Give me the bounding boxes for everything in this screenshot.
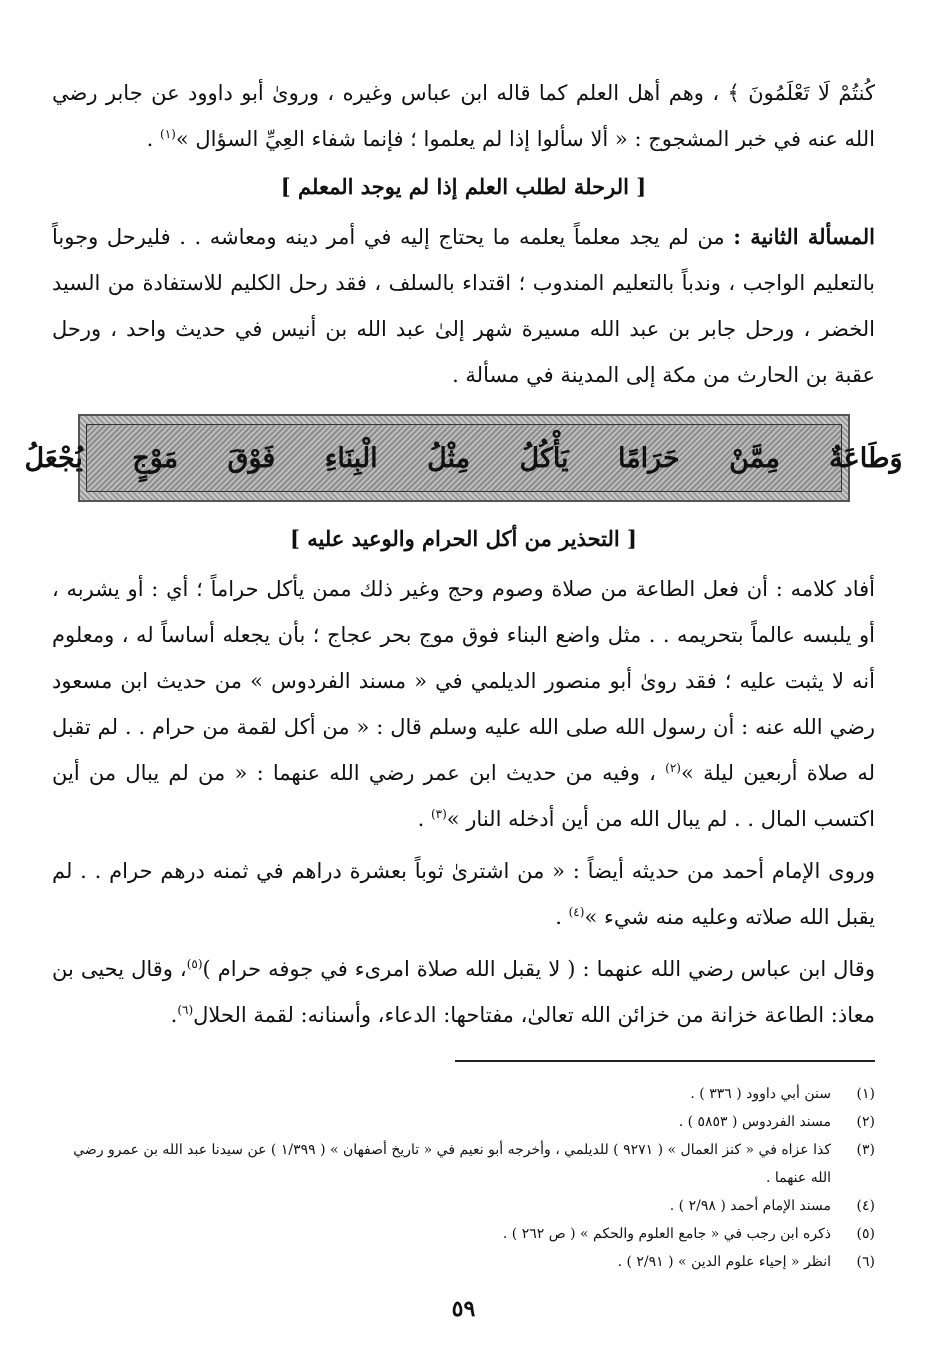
footnote-item (52, 1108, 875, 1136)
footnote-ref-3[interactable]: (٣) (430, 807, 447, 821)
paragraph-4-text: وروى الإمام أحمد من حديثه أيضاً : « من اشترىٰ ثوباً بعشرة دراهم في ثمنه درهم حرام . . لم يقبل الله صلاته وعليه منه شيء » (52, 859, 875, 929)
footnote-text: كذا عزاه في « كنز العمال » ( ٩٢٧١ ) للديلمي ، وأخرجه أبو نعيم في « تاريخ أصفهان » ( ١/٣٩٩ ) عن سيدنا عبد الله بن عمرو رضي الله عنهما . (73, 1142, 831, 1186)
paragraph-3 (52, 566, 875, 842)
section-heading-travel: [ الرحلة لطلب العلم إذا لم يوجد المعلم ] (280, 174, 647, 199)
footnote-number: (١) (856, 1086, 875, 1102)
paragraph-3-mid: ، وفيه من حديث ابن عمر رضي الله عنهما : « من لم يبال من أين اكتسب المال . . لم يبال الله من أين أدخله النار » (52, 761, 875, 831)
footnote-text: مسند الفردوس ( ٥٨٥٣ ) . (678, 1114, 831, 1130)
footnote-separator (455, 1060, 875, 1062)
paragraph-4-end: . (555, 905, 569, 929)
paragraph-5-text: وقال ابن عباس رضي الله عنهما : ( لا يقبل الله صلاة امرىء في جوفه حرام ) (202, 957, 875, 981)
footnote-text: ذكره ابن رجب في « جامع العلوم والحكم » ( ص ٢٦٢ ) . (502, 1226, 831, 1242)
footnote-ref-1[interactable]: (١) (160, 127, 176, 141)
footnote-ref-4[interactable]: (٤) (568, 905, 585, 919)
page-number: ٥٩ (451, 1296, 476, 1322)
paragraph-1 (52, 70, 875, 162)
footnote-item (52, 1220, 875, 1248)
paragraph-3-text: أفاد كلامه : أن فعل الطاعة من صلاة وصوم وحج وغير ذلك ممن يأكل حراماً ؛ أي : أو يشربه ، أو يلبسه عالماً بتحريمه . . مثل واضع البناء فوق موج بحر عجاج ؛ بأن يجعله أساساً له ، ومعلوم أنه لا يثبت عليه ؛ فقد روىٰ أبو منصور الديلمي في « مسند الفردوس » من حديث ابن مسعود رضي الله عنه : أن رسول الله صلى الله عليه وسلم قال : « من أكل لقمة من حرام . . لم تقبل له صلاة أربعين ليلة » (52, 577, 875, 785)
footnote-item (52, 1080, 875, 1108)
section-heading-warning: [ التحذير من أكل الحرام والوعيد عليه ] (289, 526, 637, 551)
footnote-text: انظر « إحياء علوم الدين » ( ٢/٩١ ) . (617, 1254, 831, 1270)
footnote-number: (٥) (856, 1226, 875, 1242)
paragraph-1-end: . (146, 127, 161, 151)
footnote-item (52, 1248, 875, 1276)
footnote-item (52, 1192, 875, 1220)
footnote-text: مسند الإمام أحمد ( ٢/٩٨ ) . (669, 1198, 831, 1214)
issue-label: المسألة الثانية : (733, 224, 876, 249)
footnotes (52, 1080, 875, 1276)
footnote-number: (٦) (856, 1254, 875, 1270)
paragraph-2-text: من لم يجد معلماً يعلمه ما يحتاج إليه في أمر دينه ومعاشه . . فليرحل وجوباً بالتعليم الواجب ، وندباً بالتعليم المندوب ؛ اقتداء بالسلف ، فقد رحل الكليم للاستفادة من السيد الخضر ، ورحل جابر بن عبد الله مسيرة شهر إلىٰ عبد الله بن أنيس في حديث واحد ، ورحل عقبة بن الحارث من مكة إلى المدينة في مسألة . (52, 225, 875, 387)
footnote-number: (٤) (856, 1198, 875, 1214)
paragraph-3-end: . (417, 807, 431, 831)
footnote-ref-5[interactable]: (٥) (186, 957, 203, 971)
verse-frame (24, 414, 903, 502)
paragraph-2 (52, 214, 875, 398)
footnote-text: سنن أبي داوود ( ٣٣٦ ) . (690, 1086, 831, 1102)
footnote-ref-6[interactable]: (٦) (177, 1003, 194, 1017)
poem-verse: وَطَاعَةٌ مِمَّنْ حَرَامًا يَأْكُلُ مِثْلُ الْبِنَاءِ فَوْقَ مَوْجٍ يُجْعَلُ (24, 442, 903, 474)
footnote-item (52, 1136, 875, 1192)
quran-quote: كُنتُمْ لَا تَعْلَمُونَ ﴾ (727, 81, 875, 105)
paragraph-5-end: . (170, 1003, 178, 1027)
footnote-number: (٢) (856, 1114, 875, 1130)
footnote-ref-2[interactable]: (٢) (665, 761, 681, 775)
paragraph-5 (52, 946, 875, 1038)
paragraph-5-mid: ، وقال يحيى بن معاذ: الطاعة خزانة من خزائن الله تعالىٰ، مفتاحها: الدعاء، وأسنانه: لقمة الحلال (52, 957, 875, 1027)
footnote-number: (٣) (856, 1142, 875, 1158)
paragraph-4 (52, 848, 875, 940)
paragraph-1-text: ، وهم أهل العلم كما قاله ابن عباس وغيره ، وروىٰ أبو داوود عن جابر رضي الله عنه في خبر المشجوج : « ألا سألوا إذا لم يعلموا ؛ فإنما شفاء العِيِّ السؤال » (52, 81, 875, 151)
